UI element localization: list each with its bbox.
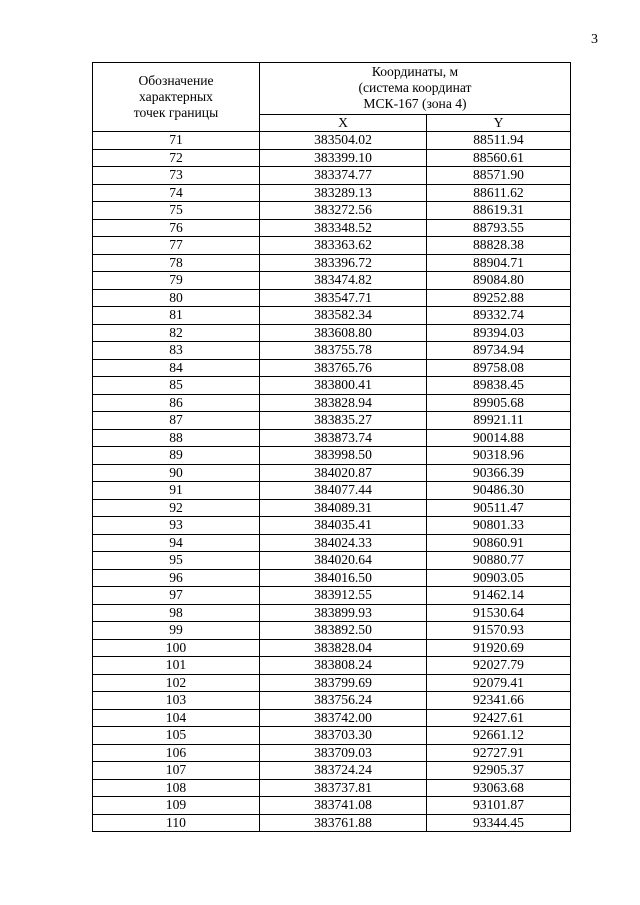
y-coordinate-cell: 91570.93 [427,622,571,640]
x-coordinate-cell: 383547.71 [260,289,427,307]
x-coordinate-cell: 383765.76 [260,359,427,377]
y-coordinate-cell: 89084.80 [427,272,571,290]
y-coordinate-cell: 90801.33 [427,517,571,535]
point-cell: 106 [93,744,260,762]
y-coordinate-cell: 92905.37 [427,762,571,780]
x-coordinate-cell: 383289.13 [260,184,427,202]
x-coordinate-cell: 384035.41 [260,517,427,535]
y-coordinate-cell: 90880.77 [427,552,571,570]
table-row [93,709,571,727]
x-coordinate-cell: 383756.24 [260,692,427,710]
table-row [93,307,571,325]
point-cell: 88 [93,429,260,447]
table-row [93,727,571,745]
point-cell: 92 [93,499,260,517]
y-coordinate-cell: 88904.71 [427,254,571,272]
x-coordinate-cell: 383272.56 [260,202,427,220]
x-coordinate-cell: 383399.10 [260,149,427,167]
table-row [93,674,571,692]
table-row [93,202,571,220]
x-coordinate-cell: 384077.44 [260,482,427,500]
y-coordinate-cell: 88560.61 [427,149,571,167]
table-row [93,762,571,780]
point-cell: 91 [93,482,260,500]
table-row [93,219,571,237]
point-cell: 83 [93,342,260,360]
x-coordinate-cell: 384024.33 [260,534,427,552]
y-coordinate-cell: 88571.90 [427,167,571,185]
x-column-header: X [260,114,427,131]
table-body [93,132,571,832]
table-row [93,569,571,587]
x-coordinate-cell: 383724.24 [260,762,427,780]
table-row [93,517,571,535]
table-row [93,692,571,710]
point-cell: 77 [93,237,260,255]
x-coordinate-cell: 383828.04 [260,639,427,657]
table-row [93,184,571,202]
table-row [93,324,571,342]
x-coordinate-cell: 383742.00 [260,709,427,727]
y-coordinate-cell: 90511.47 [427,499,571,517]
table-row [93,639,571,657]
point-cell: 80 [93,289,260,307]
point-cell: 107 [93,762,260,780]
y-coordinate-cell: 88793.55 [427,219,571,237]
x-coordinate-cell: 384020.87 [260,464,427,482]
y-coordinate-cell: 89921.11 [427,412,571,430]
point-cell: 82 [93,324,260,342]
x-coordinate-cell: 383998.50 [260,447,427,465]
y-coordinate-cell: 90318.96 [427,447,571,465]
point-cell: 110 [93,814,260,832]
table-row [93,552,571,570]
y-coordinate-cell: 90014.88 [427,429,571,447]
x-coordinate-cell: 383808.24 [260,657,427,675]
point-cell: 93 [93,517,260,535]
point-cell: 100 [93,639,260,657]
table-row [93,534,571,552]
point-cell: 89 [93,447,260,465]
point-cell: 95 [93,552,260,570]
point-header-line: точек границы [133,105,219,120]
y-coordinate-cell: 88828.38 [427,237,571,255]
x-coordinate-cell: 384016.50 [260,569,427,587]
point-cell: 98 [93,604,260,622]
table-row [93,412,571,430]
y-coordinate-cell: 89394.03 [427,324,571,342]
table-row [93,744,571,762]
coordinates-table [92,62,571,832]
y-coordinate-cell: 91530.64 [427,604,571,622]
y-coordinate-cell: 89838.45 [427,377,571,395]
point-cell: 86 [93,394,260,412]
y-coordinate-cell: 90366.39 [427,464,571,482]
table-row [93,394,571,412]
table-header [93,63,571,132]
y-column-header: Y [427,114,571,131]
table-row [93,587,571,605]
coordinates-header [260,63,571,115]
table-row [93,289,571,307]
table-row [93,657,571,675]
x-coordinate-cell: 383709.03 [260,744,427,762]
table-row [93,132,571,150]
coord-header-line: МСК-167 (зона 4) [363,96,467,112]
table-row [93,447,571,465]
y-coordinate-cell: 88619.31 [427,202,571,220]
table-row [93,499,571,517]
point-cell: 74 [93,184,260,202]
point-designation-header [93,63,260,132]
x-coordinate-cell: 383737.81 [260,779,427,797]
x-coordinate-cell: 383873.74 [260,429,427,447]
table-row [93,814,571,832]
x-coordinate-cell: 383761.88 [260,814,427,832]
x-coordinate-cell: 384089.31 [260,499,427,517]
table-row [93,429,571,447]
y-coordinate-cell: 91462.14 [427,587,571,605]
point-cell: 87 [93,412,260,430]
table-row [93,342,571,360]
x-coordinate-cell: 384020.64 [260,552,427,570]
y-coordinate-cell: 92661.12 [427,727,571,745]
x-coordinate-cell: 383374.77 [260,167,427,185]
point-cell: 84 [93,359,260,377]
y-coordinate-cell: 93344.45 [427,814,571,832]
table-row [93,779,571,797]
point-cell: 72 [93,149,260,167]
point-cell: 73 [93,167,260,185]
y-coordinate-cell: 90860.91 [427,534,571,552]
y-coordinate-cell: 88511.94 [427,132,571,150]
coord-header-line: (система координат [358,80,472,96]
table-row [93,359,571,377]
point-cell: 96 [93,569,260,587]
x-coordinate-cell: 383899.93 [260,604,427,622]
x-coordinate-cell: 383755.78 [260,342,427,360]
y-coordinate-cell: 90903.05 [427,569,571,587]
point-cell: 99 [93,622,260,640]
x-coordinate-cell: 383348.52 [260,219,427,237]
y-coordinate-cell: 93063.68 [427,779,571,797]
x-coordinate-cell: 383912.55 [260,587,427,605]
x-coordinate-cell: 383703.30 [260,727,427,745]
x-coordinate-cell: 383835.27 [260,412,427,430]
x-coordinate-cell: 383892.50 [260,622,427,640]
table-row [93,149,571,167]
x-coordinate-cell: 383828.94 [260,394,427,412]
table-row [93,377,571,395]
point-cell: 90 [93,464,260,482]
table-row [93,167,571,185]
x-coordinate-cell: 383800.41 [260,377,427,395]
x-coordinate-cell: 383504.02 [260,132,427,150]
point-cell: 104 [93,709,260,727]
y-coordinate-cell: 92727.91 [427,744,571,762]
point-cell: 76 [93,219,260,237]
x-coordinate-cell: 383741.08 [260,797,427,815]
point-cell: 108 [93,779,260,797]
y-coordinate-cell: 90486.30 [427,482,571,500]
point-cell: 81 [93,307,260,325]
y-coordinate-cell: 89734.94 [427,342,571,360]
x-coordinate-cell: 383799.69 [260,674,427,692]
point-cell: 79 [93,272,260,290]
y-coordinate-cell: 92341.66 [427,692,571,710]
table-row [93,622,571,640]
y-coordinate-cell: 88611.62 [427,184,571,202]
point-cell: 71 [93,132,260,150]
x-coordinate-cell: 383363.62 [260,237,427,255]
point-cell: 97 [93,587,260,605]
point-cell: 102 [93,674,260,692]
y-coordinate-cell: 92427.61 [427,709,571,727]
x-coordinate-cell: 383396.72 [260,254,427,272]
point-cell: 103 [93,692,260,710]
point-cell: 105 [93,727,260,745]
point-cell: 109 [93,797,260,815]
x-coordinate-cell: 383474.82 [260,272,427,290]
y-coordinate-cell: 92027.79 [427,657,571,675]
point-cell: 78 [93,254,260,272]
point-cell: 101 [93,657,260,675]
y-coordinate-cell: 93101.87 [427,797,571,815]
table-row [93,464,571,482]
y-coordinate-cell: 89332.74 [427,307,571,325]
point-cell: 75 [93,202,260,220]
point-cell: 94 [93,534,260,552]
coord-header-line: Координаты, м [371,64,459,80]
point-header-line: характерных [139,89,213,104]
table-row [93,272,571,290]
y-coordinate-cell: 89252.88 [427,289,571,307]
y-coordinate-cell: 91920.69 [427,639,571,657]
table-row [93,482,571,500]
y-coordinate-cell: 89758.08 [427,359,571,377]
y-coordinate-cell: 92079.41 [427,674,571,692]
page-number: 3 [591,32,598,47]
table-row [93,254,571,272]
x-coordinate-cell: 383608.80 [260,324,427,342]
x-coordinate-cell: 383582.34 [260,307,427,325]
point-cell: 85 [93,377,260,395]
y-coordinate-cell: 89905.68 [427,394,571,412]
point-header-line: Обозначение [138,73,214,88]
table-row [93,797,571,815]
table-row [93,237,571,255]
table-row [93,604,571,622]
